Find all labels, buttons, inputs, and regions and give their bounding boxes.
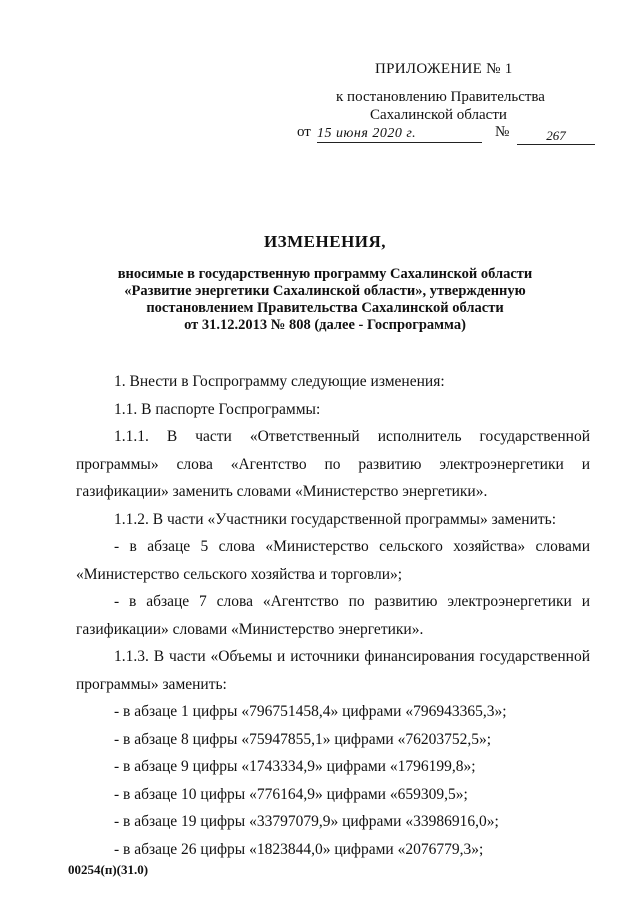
title-line: постановлением Правительства Сахалинской области — [146, 300, 504, 316]
decree-reference-line2: Сахалинской области — [370, 107, 507, 123]
list-item: - в абзаце 9 цифры «1743334,9» цифрами «1796199,8»; — [114, 758, 476, 775]
decree-date-line — [297, 124, 607, 148]
title-line: «Развитие энергетики Сахалинской области», утвержденную — [124, 283, 526, 299]
list-item: - в абзаце 19 цифры «33797079,9» цифрами «33986916,0»; — [114, 813, 499, 830]
document-code: 00254(п)(31.0) — [68, 862, 149, 877]
list-item: - в абзаце 8 цифры «75947855,1» цифрами «76203752,5»; — [114, 730, 492, 748]
paragraph-1-1-3: 1.1.3. В части «Объемы и источники финансирования государственной программы» заменить: — [76, 648, 590, 693]
list-item: - в абзаце 26 цифры «1823844,0» цифрами «2076779,3»; — [114, 840, 484, 858]
document-body — [76, 368, 590, 863]
title-line: от 31.12.2013 № 808 (далее - Госпрограмма) — [184, 317, 466, 333]
number-label: № — [495, 124, 510, 140]
from-label: от — [297, 124, 311, 140]
paragraph-1-1-1: 1.1.1. В части «Ответственный исполнитель государственной программы» слова «Агентство по развитию электроэнергетики и газификации» заменить словами «Министерство энергетики». — [76, 428, 590, 500]
document-title — [80, 232, 570, 334]
title-heading: ИЗМЕНЕНИЯ, — [263, 232, 387, 251]
paragraph-1-1-2: 1.1.2. В части «Участники государственной программы» заменить: — [114, 510, 557, 528]
decree-number: 267 — [517, 128, 595, 145]
list-item: - в абзаце 10 цифры «776164,9» цифрами «659309,5»; — [114, 785, 468, 803]
paragraph-1-1: 1.1. В паспорте Госпрограммы: — [114, 400, 321, 418]
decree-reference-line1: к постановлению Правительства — [336, 89, 545, 105]
title-line: вносимые в государственную программу Сахалинской области — [117, 266, 533, 282]
paragraph-1: 1. Внести в Госпрограмму следующие изменения: — [114, 373, 445, 390]
paragraph-abzac-5: - в абзаце 5 слова «Министерство сельского хозяйства» словами «Министерство сельского хозяйства и торговли»; — [76, 538, 590, 583]
appendix-label: ПРИЛОЖЕНИЕ № 1 — [375, 61, 513, 77]
paragraph-abzac-7: - в абзаце 7 слова «Агентство по развитию электроэнергетики и газификации» словами «Министерство энергетики». — [76, 593, 590, 638]
decree-date: 15 июня 2020 г. — [317, 126, 482, 143]
list-item: - в абзаце 1 цифры «796751458,4» цифрами «796943365,3»; — [114, 703, 507, 720]
